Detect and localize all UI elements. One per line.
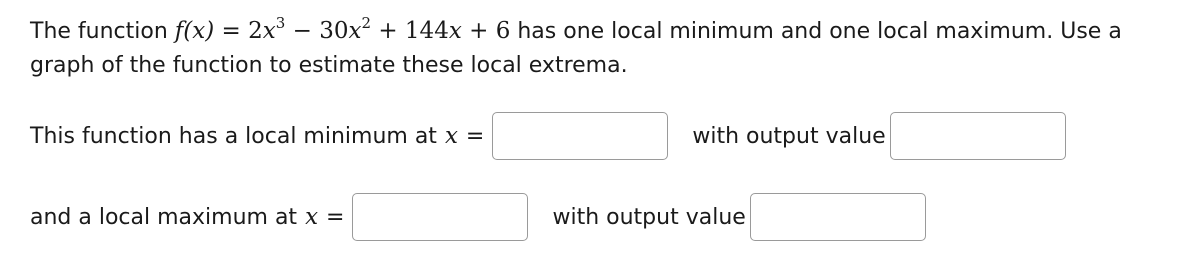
function-lhs: f(x) [174,18,215,44]
minimum-label: This function has a local minimum at [30,123,437,149]
maximum-x-variable: x [305,204,319,230]
maximum-x-input[interactable] [352,193,528,241]
problem-intro: The function [30,19,168,44]
maximum-output-input[interactable] [750,193,926,241]
problem-statement [30,14,1190,83]
local-maximum-row [30,193,926,241]
local-minimum-row [30,112,1066,160]
minimum-output-label: with output value [692,123,886,149]
maximum-output-label: with output value [552,204,746,230]
function-expression: $f(x) = 2x^3 - 30x^2 + 144x + 6$ [174,14,511,44]
minimum-x-input[interactable] [492,112,668,160]
problem-text: has one local minimum and one local maximum. Use a graph of the function to estimate these local extrema. [30,19,1122,78]
maximum-label: and a local maximum at [30,204,298,230]
maximum-equals: = [326,204,345,230]
minimum-equals: = [465,123,485,149]
minimum-output-input[interactable] [890,112,1066,160]
minimum-x-variable: x [444,123,458,149]
